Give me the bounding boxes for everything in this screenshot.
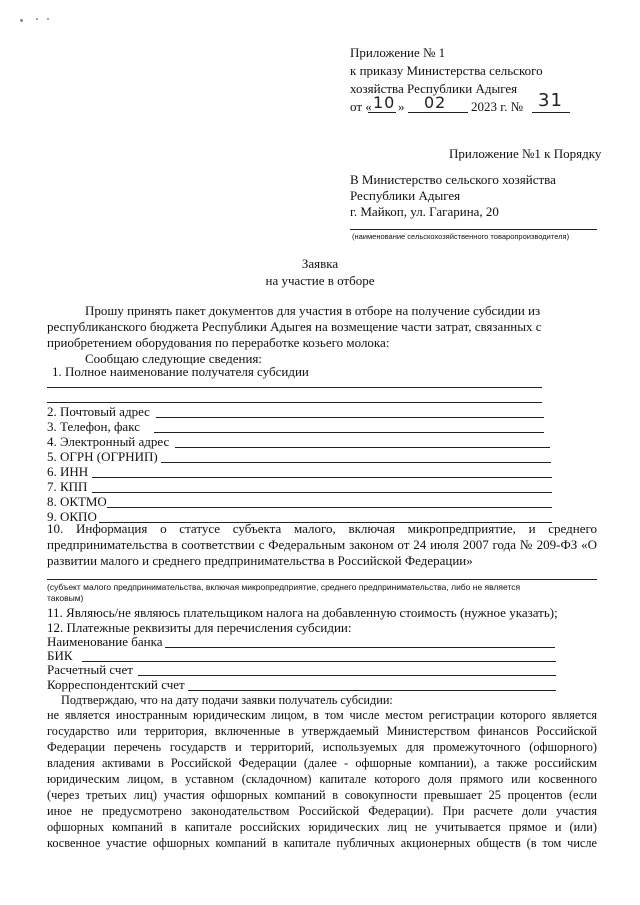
field-7-label: 7. КПП: [47, 479, 88, 494]
field-7-line[interactable]: [92, 492, 552, 493]
intro-line-2: республиканского бюджета Республики Адыгея на возмещение части затрат, связанных с: [47, 319, 542, 334]
header-line-2: к приказу Министерства сельского: [350, 63, 543, 78]
header-day: 10: [373, 93, 396, 112]
field-6-label: 6. ИНН: [47, 464, 89, 479]
item-11: 11. Являюсь/не являюсь плательщиком налога на добавленную стоимость (нужное указать);: [47, 605, 558, 620]
confirm-line-2: не является иностранным юридическим лицом, в том числе местом регистрации которого является: [47, 708, 597, 722]
account-line[interactable]: [138, 675, 556, 676]
field-5-label: 5. ОГРН (ОГРНИП): [47, 449, 158, 464]
header-month: 02: [424, 93, 447, 112]
field-4-label: 4. Электронный адрес: [47, 434, 170, 449]
bik-label: БИК: [47, 648, 73, 663]
item-12-title: 12. Платежные реквизиты для перечисления субсидии:: [47, 620, 352, 635]
header-year: 2023 г. №: [471, 99, 524, 114]
confirm-line-8: иное не предусмотрено законодательством Российской Федерации). При расчете доли участия: [47, 804, 597, 818]
intro-line-1: Прошу принять пакет документов для участия в отборе на получение субсидии из: [85, 303, 541, 318]
intro-line-4: Сообщаю следующие сведения:: [85, 351, 263, 366]
confirm-line-5: владения активами в Российской Федерации (далее - офшорные компании), а также российским: [47, 756, 597, 770]
field-3-label: 3. Телефон, факс: [47, 419, 140, 434]
field-8-line[interactable]: [107, 507, 552, 508]
confirm-line-6: юридическим лицом, в уставном (складочном) капитале которого доля прямого или косвенного: [47, 772, 597, 786]
field-6-line[interactable]: [92, 477, 552, 478]
scan-speck: [47, 18, 49, 20]
intro-line-3: приобретением оборудования по переработке козьего молока:: [47, 335, 390, 350]
field-1-line[interactable]: [47, 387, 542, 388]
addressee-line-3: г. Майкоп, ул. Гагарина, 20: [350, 204, 499, 219]
title-line-1: Заявка: [301, 256, 339, 271]
corr-account-label: Корреспондентский счет: [47, 677, 185, 692]
field-5-line[interactable]: [161, 462, 551, 463]
annex-to-order: Приложение №1 к Порядку: [449, 146, 602, 161]
confirm-line-7: (через третьих лиц) участия офшорных компаний в совокупности превышает 25 процентов (если: [47, 788, 597, 802]
item-10-caption-1: (субъект малого предпринимательства, включая микропредприятие, среднего предпринимательства, либо не является: [47, 582, 521, 592]
item-10-line-1: 10. Информация о статусе субъекта малого, включая микропредприятие, и среднего: [47, 521, 597, 536]
addressee-line-1: В Министерство сельского хозяйства: [350, 172, 556, 187]
confirm-line-4: Федерации перечень государств и территорий, используемых для промежуточного (офшорного): [47, 740, 597, 754]
day-underline: [368, 112, 396, 113]
item-10-line-2: предпринимательства в соответствии с Федеральным законом от 24 июля 2007 года № 209-ФЗ «О: [47, 537, 597, 552]
confirm-line-9: офшорных компаний в капитале российских юридических лиц не учитывается прямое и (или): [47, 820, 597, 834]
corr-account-line[interactable]: [188, 690, 556, 691]
item-10-line-3: развитии малого и среднего предпринимательства в Российской Федерации»: [47, 553, 473, 568]
field-1-label: 1. Полное наименование получателя субсидии: [52, 364, 309, 379]
confirm-line-3: государство или территория, включенные в утверждаемый Министерством финансов Российской: [47, 724, 597, 738]
header-line-3: хозяйства Республики Адыгея: [350, 81, 518, 96]
header-number: 31: [538, 90, 563, 111]
field-8-label: 8. ОКТМО: [47, 494, 107, 509]
field-2-label: 2. Почтовый адрес: [47, 404, 150, 419]
field-2-line[interactable]: [156, 417, 544, 418]
number-underline: [532, 112, 570, 113]
applicant-name-line: [350, 229, 597, 230]
month-underline: [408, 112, 468, 113]
confirm-line-1: Подтверждаю, что на дату подачи заявки получатель субсидии:: [61, 693, 393, 707]
bank-name-line[interactable]: [165, 647, 555, 648]
header-date-mid: »: [398, 99, 405, 114]
field-1-line[interactable]: [47, 402, 542, 403]
field-3-line[interactable]: [154, 432, 544, 433]
confirm-line-10: косвенное участие офшорных компаний в капитале публичных акционерных обществ (в том числе: [47, 836, 597, 850]
addressee-line-2: Республики Адыгея: [350, 188, 461, 203]
account-label: Расчетный счет: [47, 662, 133, 677]
item-10-answer-line[interactable]: [47, 579, 597, 580]
bik-line[interactable]: [82, 661, 556, 662]
bank-name-label: Наименование банка: [47, 634, 163, 649]
applicant-name-caption: (наименование сельскохозяйственного товаропроизводителя): [352, 232, 570, 241]
item-10-caption-2: таковым): [47, 593, 84, 603]
header-date-prefix: от «: [350, 99, 372, 114]
field-9-label: 9. ОКПО: [47, 509, 97, 524]
field-4-line[interactable]: [175, 447, 550, 448]
title-line-2: на участие в отборе: [265, 273, 375, 288]
scan-speck: [20, 19, 23, 22]
scan-speck: [36, 18, 38, 20]
header-line-1: Приложение № 1: [350, 45, 446, 60]
